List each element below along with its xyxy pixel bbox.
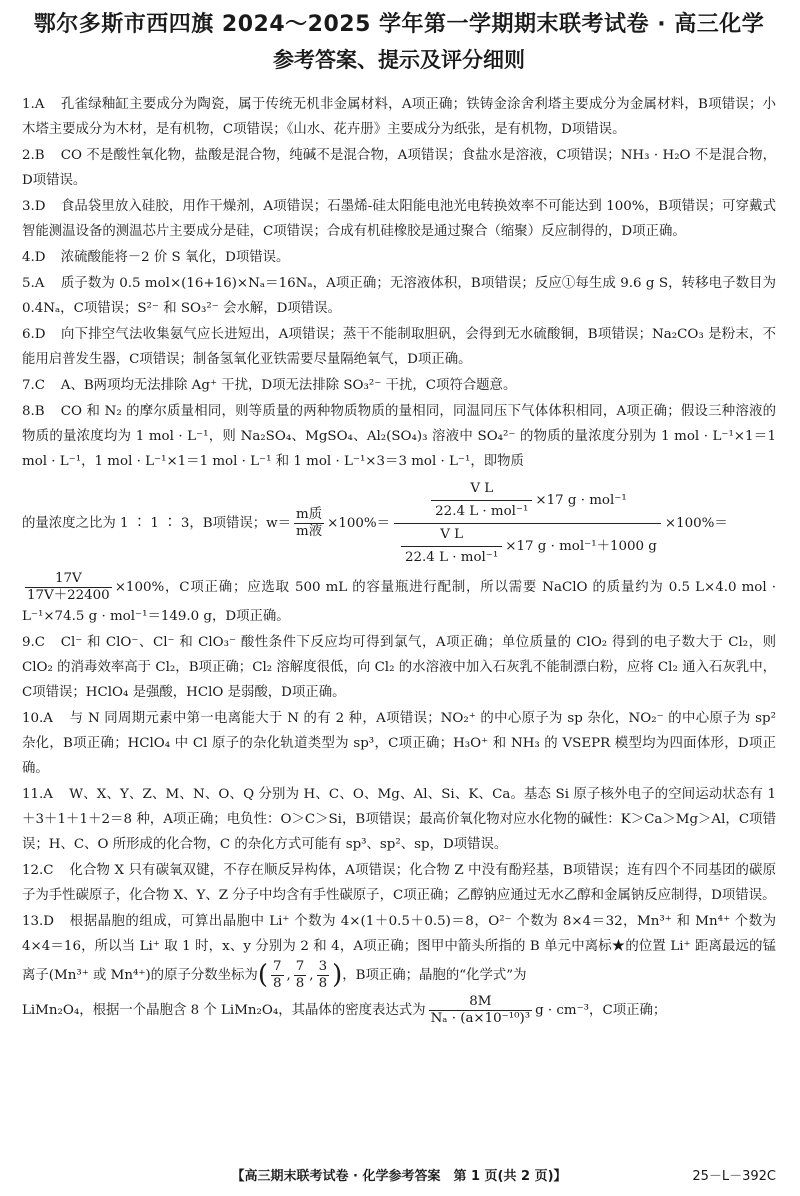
density-tail: g · cm⁻³，C项正确； bbox=[535, 1003, 667, 1018]
item-number: 10. bbox=[22, 711, 44, 726]
item-number: 13. bbox=[22, 914, 44, 929]
item-number: 5. bbox=[22, 276, 35, 291]
item-answer: D bbox=[43, 914, 55, 929]
footer-code: 25－L－392C bbox=[692, 1169, 776, 1184]
fraction-numerator: 8M bbox=[429, 994, 533, 1011]
fraction-numerator: 17V bbox=[25, 571, 112, 588]
answer-item-11 bbox=[22, 782, 776, 857]
answer-item-4 bbox=[22, 245, 776, 270]
density-fraction bbox=[429, 994, 533, 1027]
answer-item-5 bbox=[22, 271, 776, 321]
fraction-numerator: 3 bbox=[318, 959, 328, 974]
formula-line bbox=[22, 478, 776, 569]
formula-result-line bbox=[22, 571, 776, 629]
formula-tail: ×100%＝ bbox=[664, 516, 728, 531]
item-answer: B bbox=[34, 148, 45, 163]
fraction-denominator: 8 bbox=[272, 976, 282, 991]
inner-denominator: 22.4 L · mol⁻¹ bbox=[435, 504, 529, 519]
answer-item-13: 13.D 根据晶胞的组成，可算出晶胞中 Li⁺ 个数为 4×(1＋0.5＋0.5)＝8，O²⁻ 个数为 8×4＝32，Mn³⁺ 和 Mn⁴⁺ 个数为 4×4＝16，所以当 Li⁺ 取 1 时，x、y 分别为 2 和 4，A项正确；图甲中箭头所指的 B 单元中离标★的位置 Li⁺ 距离最远的锰离子(Mn³⁺ 或 Mn⁴⁺)的原子分数坐标为( $\frac{7}{8}$ , $\frac{7}{8}$ , $\frac{3}{8}$ )，B项正确；晶胞的“化学式”为 LiMn₂O₄，根据一个晶胞含 8 个 LiMn₂O₄，其晶体的密度表达式为 $\frac{8M}{\text{Nₐ · (a×10⁻¹⁰)³}}$ g · cm⁻³，C项正确； bbox=[22, 909, 776, 1027]
answer-item-6 bbox=[22, 322, 776, 372]
item-number: 12. bbox=[22, 863, 44, 878]
item-explanation: A、B两项均无法排除 Ag⁺ 干扰，D项无法排除 SO₃²⁻ 干扰，C项符合题意。 bbox=[60, 378, 517, 393]
fraction-numerator: 7 bbox=[272, 959, 282, 974]
inner-numerator: V L bbox=[401, 524, 502, 547]
item-number: 9. bbox=[22, 635, 35, 650]
coord-z bbox=[317, 959, 330, 992]
item-explanation: 向下排空气法收集氨气应长进短出，A项错误；蒸干不能制取胆矾，会得到无水硫酸铜，B项错误；Na₂CO₃ 是粉末，不能用启普发生器，C项错误；制备氢氧化亚铁需要尽量隔绝氧气，D项正确。 bbox=[22, 327, 776, 367]
mass-fraction bbox=[294, 507, 324, 540]
fraction-denominator: 17V＋22400 bbox=[27, 588, 110, 603]
answer-item-3 bbox=[22, 194, 776, 244]
item-number: 2. bbox=[22, 148, 35, 163]
item-explanation-mid: ，B项正确；晶胞的“化学式”为 bbox=[342, 968, 527, 983]
page-subtitle: 参考答案、提示及评分细则 bbox=[273, 48, 525, 72]
item-number: 8. bbox=[22, 404, 35, 419]
item-explanation: 浓硫酸能将－2 价 S 氧化，D项错误。 bbox=[60, 250, 290, 265]
fraction-denominator: m液 bbox=[296, 524, 323, 539]
answer-item-12 bbox=[22, 858, 776, 908]
inner-numerator: V L bbox=[431, 478, 532, 501]
item-answer: A bbox=[34, 97, 45, 112]
item-answer: C bbox=[34, 635, 46, 650]
item-explanation: CO 不是酸性氧化物，盐酸是混合物，纯碱不是混合物，A项错误；食盐水是溶液，C项错误；NH₃ · H₂O 不是混合物，D项错误。 bbox=[22, 148, 776, 188]
item-number: 4. bbox=[22, 250, 35, 265]
fraction-denominator: 8 bbox=[295, 976, 305, 991]
answers-list-1 bbox=[22, 92, 776, 398]
result-fraction bbox=[25, 571, 112, 604]
item-answer: A bbox=[43, 787, 53, 802]
item-explanation-end: ×100%，C项正确；应选取 500 mL 的容量瓶进行配制，所以需要 NaClO 的质量约为 0.5 L×4.0 mol · L⁻¹×74.5 g · mol⁻¹＝149.0 g，D项正确。 bbox=[22, 580, 776, 624]
numerator-tail: ×17 g · mol⁻¹ bbox=[535, 493, 627, 508]
footer-page-info: 【高三期末联考试卷 · 化学参考答案 第 1 页(共 2 页)】 bbox=[231, 1169, 567, 1184]
item-explanation: W、X、Y、Z、M、N、O、Q 分别为 H、C、O、Mg、Al、Si、K、Ca。基态 Si 原子核外电子的空间运动状态有 1＋3＋1＋1＋2＝8 种，A项正确；电负性：O＞C＞Si，B项错误；最高价氧化物对应水化物的碱性：K＞Ca＞Mg＞Al，C项错误；H、C、O 所形成的化合物，C 的杂化方式可能有 sp³、sp²、sp，D项错误。 bbox=[22, 787, 776, 852]
page-title: 鄂尔多斯市西四旗 2024～2025 学年第一学期期末联考试卷 · 高三化学 bbox=[33, 12, 765, 37]
big-fraction-denominator bbox=[394, 524, 661, 569]
fraction-numerator: m质 bbox=[296, 507, 323, 522]
item-explanation: 食品袋里放入硅胶，用作干燥剂，A项错误；石墨烯-硅太阳能电池光电转换效率不可能达到 100%，B项错误；可穿戴式智能测温设备的测温芯片主要成分是硅，C项错误；合成有机硅橡胶是通过聚合（缩聚）反应制得的，D项正确。 bbox=[22, 199, 776, 239]
item-answer: A bbox=[34, 276, 45, 291]
item-explanation: 与 N 同周期元素中第一电离能大于 N 的有 2 种，A项错误；NO₂⁺ 的中心原子为 sp 杂化，NO₂⁻ 的中心原子为 sp² 杂化，B项正确；HClO₄ 中 Cl 原子的杂化轨道类型为 sp³，C项正确；H₃O⁺ 和 NH₃ 的 VSEPR 模型均为四面体形，D项正确。 bbox=[22, 711, 776, 776]
answer-item-8 bbox=[22, 399, 776, 629]
item-explanation: Cl⁻ 和 ClO⁻、Cl⁻ 和 ClO₃⁻ 酸性条件下反应均可得到氯气，A项正确；单位质量的 ClO₂ 得到的电子数大于 Cl₂，则 ClO₂ 的消毒效率高于 Cl₂，B项正确；Cl₂ 溶解度很低，向 Cl₂ 的水溶液中加入石灰乳不能制漂白粉，应将 Cl₂ 通入石灰乳中，C项错误；HClO₄ 是强酸，HClO 是弱酸，D项正确。 bbox=[22, 635, 776, 700]
inner-denominator: 22.4 L · mol⁻¹ bbox=[405, 550, 499, 565]
item-answer: D bbox=[34, 199, 46, 214]
item-explanation: 化合物 X 只有碳氧双键，不存在顺反异构体，A项错误；化合物 Z 中没有酚羟基，B项错误；连有四个不同基团的碳原子为手性碳原子，化合物 X、Y、Z 分子中均含有手性碳原子，C项正确；乙醇钠应通过无水乙醇和金属钠反应制得，D项错误。 bbox=[22, 863, 776, 903]
density-lead: LiMn₂O₄，根据一个晶胞含 8 个 LiMn₂O₄，其晶体的密度表达式为 bbox=[22, 1003, 426, 1018]
item-explanation: 质子数为 0.5 mol×(16+16)×Nₐ＝16Nₐ，A项正确；无溶液体积，B项错误；反应①每生成 9.6 g S，转移电子数目为 0.4Nₐ，C项错误；S²⁻ 和 SO₃²⁻ 会水解，D项错误。 bbox=[22, 276, 776, 316]
item-answer: B bbox=[34, 404, 45, 419]
density-line bbox=[22, 994, 776, 1027]
item-explanation: 孔雀绿釉缸主要成分为陶瓷，属于传统无机非金属材料，A项正确；铁铸金涂舍利塔主要成分为金属材料，B项错误；小木塔主要成分为木材，是有机物，C项错误；《山水、花卉册》主要成分为纸张，是有机物，D项错误。 bbox=[22, 97, 776, 137]
item-number: 7. bbox=[22, 378, 35, 393]
formula-mid: ×100%＝ bbox=[327, 516, 391, 531]
answer-item-1 bbox=[22, 92, 776, 142]
item-answer: A bbox=[43, 711, 53, 726]
item-answer: D bbox=[34, 250, 46, 265]
big-fraction-numerator bbox=[394, 478, 661, 524]
coord-y bbox=[294, 959, 307, 992]
item-answer: C bbox=[34, 378, 46, 393]
item-number: 11. bbox=[22, 787, 44, 802]
answer-item-10 bbox=[22, 706, 776, 781]
page-footer bbox=[22, 1165, 776, 1184]
item-number: 1. bbox=[22, 97, 35, 112]
answer-item-9 bbox=[22, 630, 776, 705]
answer-item-7 bbox=[22, 373, 776, 398]
fraction-denominator: 8 bbox=[318, 976, 328, 991]
formula-lead: 的量浓度之比为 1 ∶ 1 ∶ 3，B项错误；w＝ bbox=[22, 516, 292, 531]
denominator-tail: ×17 g · mol⁻¹＋1000 g bbox=[505, 539, 657, 554]
item-explanation: CO 和 N₂ 的摩尔质量相同，则等质量的两种物质物质的量相同，同温同压下气体体积相同，A项正确；假设三种溶液的物质的量浓度均为 1 mol · L⁻¹，则 Na₂SO₄、MgSO₄、Al₂(SO₄)₃ 溶液中 SO₄²⁻ 的物质的量浓度分别为 1 mol · L⁻¹×1＝1 mol · L⁻¹，1 mol · L⁻¹×1＝1 mol · L⁻¹ 和 1 mol · L⁻¹×3＝3 mol · L⁻¹，即物质 bbox=[22, 404, 776, 469]
answers-list-2 bbox=[22, 630, 776, 908]
item-number: 6. bbox=[22, 327, 35, 342]
big-fraction bbox=[394, 478, 661, 569]
item-answer: D bbox=[34, 327, 46, 342]
fraction-numerator: 7 bbox=[295, 959, 305, 974]
fraction-denominator: Nₐ · (a×10⁻¹⁰)³ bbox=[430, 1011, 531, 1026]
item-number: 3. bbox=[22, 199, 35, 214]
answer-item-2 bbox=[22, 143, 776, 193]
item-explanation: 根据晶胞的组成，可算出晶胞中 Li⁺ 个数为 4×(1＋0.5＋0.5)＝8，O²⁻ 个数为 8×4＝32，Mn³⁺ 和 Mn⁴⁺ 个数为 4×4＝16，所以当 Li⁺ 取 1 时，x、y 分别为 2 和 4，A项正确；图甲中箭头所指的 B 单元中离标★的位置 Li⁺ 距离最远的锰离子(Mn³⁺ 或 Mn⁴⁺)的原子分数坐标为 bbox=[22, 914, 776, 983]
item-answer: C bbox=[43, 863, 54, 878]
coord-x bbox=[271, 959, 284, 992]
